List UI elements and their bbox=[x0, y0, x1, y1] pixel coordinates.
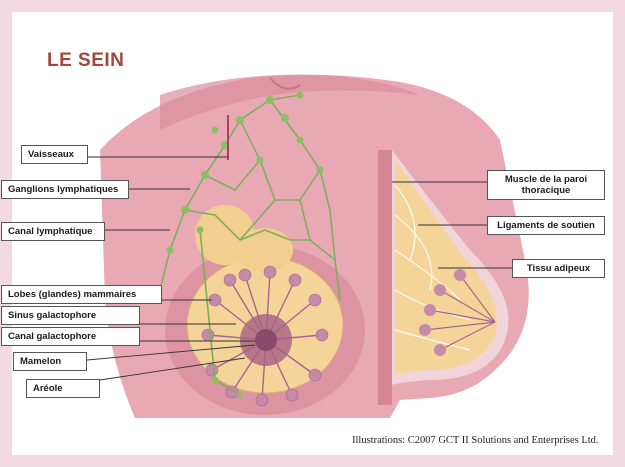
illustration-credit: Illustrations: C2007 GCT II Solutions and Enterprises Ltd. bbox=[352, 435, 599, 446]
label-adipose-tissue: Tissu adipeux bbox=[512, 259, 605, 278]
chest-wall-muscle bbox=[378, 150, 392, 405]
label-supporting-ligaments: Ligaments de soutien bbox=[487, 216, 605, 235]
label-lymph-duct: Canal lymphatique bbox=[1, 222, 105, 241]
label-areola: Aréole bbox=[26, 379, 100, 398]
label-lymph-nodes: Ganglions lymphatiques bbox=[1, 180, 129, 199]
label-mammary-lobes: Lobes (glandes) mammaires bbox=[1, 285, 162, 304]
label-nipple: Mamelon bbox=[13, 352, 87, 371]
nipple bbox=[255, 329, 277, 351]
label-vessels: Vaisseaux bbox=[21, 145, 88, 164]
label-lactiferous-sinus: Sinus galactophore bbox=[1, 306, 140, 325]
label-lactiferous-duct: Canal galactophore bbox=[1, 327, 140, 346]
page-title: LE SEIN bbox=[47, 50, 125, 71]
label-chest-wall-muscle: Muscle de la paroi thoracique bbox=[487, 170, 605, 200]
